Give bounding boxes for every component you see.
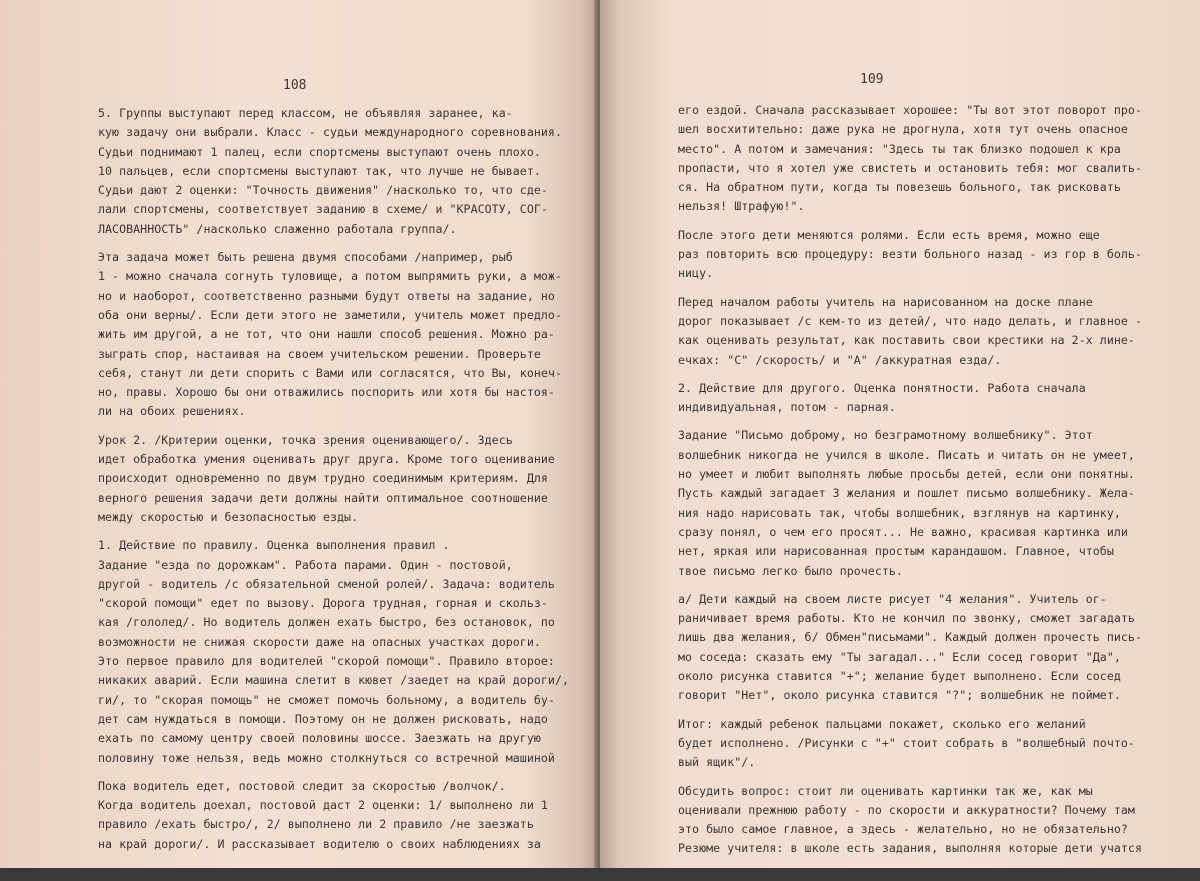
text-line: а/ Дети каждый на своем листе рисует "4 желания". Учитель ог- bbox=[678, 591, 1107, 606]
right-page-number: 109 bbox=[860, 72, 884, 87]
text-line: раз повторить всю процедуру: везти больного назад - из гор в боль- bbox=[678, 247, 1142, 262]
text-line: дет сам нуждаться в помощи. Поэтому он не должен рисковать, надо bbox=[98, 711, 548, 726]
text-line: Когда водитель доехал, постовой даст 2 оценки: 1/ выполнено ли 1 bbox=[98, 798, 548, 813]
text-line: Эта задача может быть решена двумя способами /например, рыб bbox=[98, 250, 513, 265]
text-line: ечках: "С" /скорость/ и "А" /аккуратная езда/. bbox=[678, 352, 1002, 367]
paragraph-gap bbox=[98, 527, 569, 536]
text-line: шел восхитительно: даже рука не дрогнула, хотя тут очень опасное bbox=[678, 122, 1128, 137]
text-line: ния надо нарисовать так, чтобы волшебник, взглянув на картинку, bbox=[678, 505, 1121, 520]
text-line: верного решения задачи дети должны найти оптимальное соотношение bbox=[98, 490, 548, 505]
text-line: Итог: каждый ребенок пальцами покажет, сколько его желаний bbox=[678, 716, 1086, 731]
paragraph-gap bbox=[98, 239, 569, 248]
text-line: нельзя! Штрафую!". bbox=[678, 199, 805, 214]
text-line: жить им другой, а не тот, что они нашли способ решения. Можно ра- bbox=[98, 327, 555, 342]
text-line: 1 - можно сначала согнуть туловище, а потом выпрямить руки, а мож- bbox=[98, 269, 562, 284]
text-line: "скорой помощи" едет по вызову. Дорога трудная, горная и скольз- bbox=[98, 596, 548, 611]
text-line: происходит одновременно по двум трудно соединимым критериям. Для bbox=[98, 471, 548, 486]
text-line: раничивает время работы. Кто не кончил по звонку, сможет загадать bbox=[678, 611, 1135, 626]
text-line: Это первое правило для водителей "скорой помощи". Правило второе: bbox=[98, 654, 555, 669]
text-line: но и наоборот, соответственно разными будут ответы на задание, но bbox=[98, 288, 555, 303]
right-page-text bbox=[678, 101, 1142, 859]
left-page-text bbox=[98, 104, 569, 854]
text-line: лишь два желания, б/ Обмен"письмами". Каждый должен прочесть пись- bbox=[678, 630, 1142, 645]
text-line: Пока водитель едет, постовой следит за скоростью /волчок/. bbox=[98, 778, 506, 793]
text-line: зыграть спор, настаивая на своем учительском решении. Проверьте bbox=[98, 346, 541, 361]
paragraph-gap bbox=[678, 370, 1142, 379]
text-line: между скоростью и безопасностью езды. bbox=[98, 509, 359, 524]
text-line: ли на обоих решениях. bbox=[98, 404, 246, 419]
text-line: 1. Действие по правилу. Оценка выполнения правил . bbox=[98, 538, 450, 553]
text-line: нет, яркая или нарисованная простым карандашом. Главное, чтобы bbox=[678, 544, 1114, 559]
text-line: идет обработка умения оценивать друг друга. Кроме того оценивание bbox=[98, 452, 555, 467]
text-line: Судьи дают 2 оценки: "Точность движения" /насколько то, что сде- bbox=[98, 183, 548, 198]
text-line: это было самое главное, а здесь - желательно, но не обязательно? bbox=[678, 822, 1128, 837]
text-line: оценивали прежнюю работу - по скорости и аккуратности? Почему там bbox=[678, 802, 1135, 817]
paragraph-gap bbox=[678, 284, 1142, 293]
text-line: Резюме учителя: в школе есть задания, выполняя которые дети учатся bbox=[678, 841, 1142, 856]
right-page bbox=[600, 0, 1200, 868]
text-line: Перед началом работы учитель на нарисованном на доске плане bbox=[678, 294, 1093, 309]
text-line: пропасти, что я хотел уже свистеть и остановить тебя: мог свалить- bbox=[678, 160, 1142, 175]
text-line: его ездой. Сначала рассказывает хорошее: "Ты вот этот поворот про- bbox=[678, 103, 1142, 117]
text-line: место". А потом и замечания: "Здесь ты так близко подошел к кра bbox=[678, 141, 1121, 156]
text-line: Задание "Письмо доброму, но безграмотному волшебнику". Этот bbox=[678, 428, 1093, 443]
text-line: твое письмо легко было прочесть. bbox=[678, 563, 903, 578]
text-line: Задание "езда по дорожкам". Работа парами. Один - постовой, bbox=[98, 557, 513, 572]
text-line: ницу. bbox=[678, 266, 714, 281]
text-line: кая /гололед/. Но водитель должен ехать быстро, без остановок, по bbox=[98, 615, 555, 630]
text-line: ЛАСОВАННОСТЬ" /насколько слаженно работала группа/. bbox=[98, 221, 457, 236]
text-line: около рисунка ставится "+"; желание будет выполнено. Если сосед bbox=[678, 669, 1121, 684]
text-line: но, правы. Хорошо бы они отважились поспорить или хотя бы настоя- bbox=[98, 385, 555, 400]
text-line: ся. На обратном пути, когда ты повезешь больного, так рисковать bbox=[678, 180, 1121, 195]
text-line: ги/, то "скорая помощь" не сможет помочь больному, а водитель бу- bbox=[98, 692, 555, 707]
text-line: 2. Действие для другого. Оценка понятности. Работа сначала bbox=[678, 380, 1086, 395]
text-line: оба они верны/. Если дети этого не заметили, учитель может предло- bbox=[98, 307, 562, 322]
left-page-number: 108 bbox=[283, 78, 307, 93]
text-line: говорит "Нет", около рисунка ставится "?"; волшебник не поймет. bbox=[678, 688, 1121, 703]
text-line: как оценивать результат, как поставить свои крестики на 2-х лине- bbox=[678, 333, 1135, 348]
text-line: вый ящик"/. bbox=[678, 755, 756, 770]
text-line: мо соседа: сказать ему "Ты загадал..." Если сосед говорит "Да", bbox=[678, 649, 1121, 664]
text-line: никаких аварий. Если машина слетит в кювет /заедет на край дороги/, bbox=[98, 673, 570, 688]
text-line: волшебник никогда не учился в школе. Писать и читать он не умеет, bbox=[678, 447, 1135, 462]
text-line: 10 пальцев, если спортсмены выступают так, что лучше не бывает. bbox=[98, 163, 541, 178]
text-line: себя, станут ли дети спорить с Вами или согласятся, что Вы, конеч- bbox=[98, 365, 562, 380]
text-line: кую задачу они выбрали. Класс - судьи международного соревнования. bbox=[98, 125, 562, 140]
paragraph-gap bbox=[678, 581, 1142, 590]
text-line: но умеет и любит выполнять любые просьбы детей, если они понятны. bbox=[678, 467, 1135, 482]
text-line: ехать по самому центру своей половины шоссе. Заезжать на другую bbox=[98, 731, 541, 746]
text-line: 5. Группы выступают перед классом, не объявляя заранее, ка- bbox=[98, 106, 513, 120]
text-line: половину тоже нельзя, ведь можно столкнуться со встречной машиной bbox=[98, 750, 555, 765]
paragraph-gap bbox=[678, 773, 1142, 782]
paragraph-gap bbox=[98, 422, 569, 431]
paragraph-gap bbox=[678, 217, 1142, 226]
text-line: дорог показывает /с кем-то из детей/, что надо делать, и главное - bbox=[678, 313, 1142, 328]
paragraph-gap bbox=[678, 706, 1142, 715]
text-line: Пусть каждый загадает 3 желания и пошлет письмо волшебнику. Жела- bbox=[678, 486, 1135, 501]
text-line: После этого дети меняются ролями. Если есть время, можно еще bbox=[678, 227, 1100, 242]
text-line: на край дороги/. И рассказывает водителю о своих наблюдениях за bbox=[98, 836, 541, 851]
text-line: Обсудить вопрос: стоит ли оценивать картинки так же, как мы bbox=[678, 783, 1093, 798]
paragraph-gap bbox=[678, 417, 1142, 426]
text-line: Судьи поднимают 1 палец, если спортсмены выступают очень плохо. bbox=[98, 144, 541, 159]
paragraph-gap bbox=[98, 768, 569, 777]
text-line: Урок 2. /Критерии оценки, точка зрения оценивающего/. Здесь bbox=[98, 432, 513, 447]
text-line: лали спортсмены, соответствует заданию в схеме/ и "КРАСОТУ, СОГ- bbox=[98, 202, 548, 217]
text-line: правило /ехать быстро/, 2/ выполнено ли 2 правило /не заезжать bbox=[98, 817, 534, 832]
text-line: индивидуальная, потом - парная. bbox=[678, 400, 896, 415]
text-line: сразу понял, о чем его просят... Не важно, красивая картинка или bbox=[678, 524, 1128, 539]
text-line: возможности не снижая скорости даже на опасных участках дороги. bbox=[98, 634, 541, 649]
text-line: будет исполнено. /Рисунки с "+" стоит собрать в "волшебный почто- bbox=[678, 735, 1135, 750]
left-page bbox=[0, 0, 598, 868]
text-line: другой - водитель /с обязательной сменой ролей/. Задача: водитель bbox=[98, 576, 555, 591]
